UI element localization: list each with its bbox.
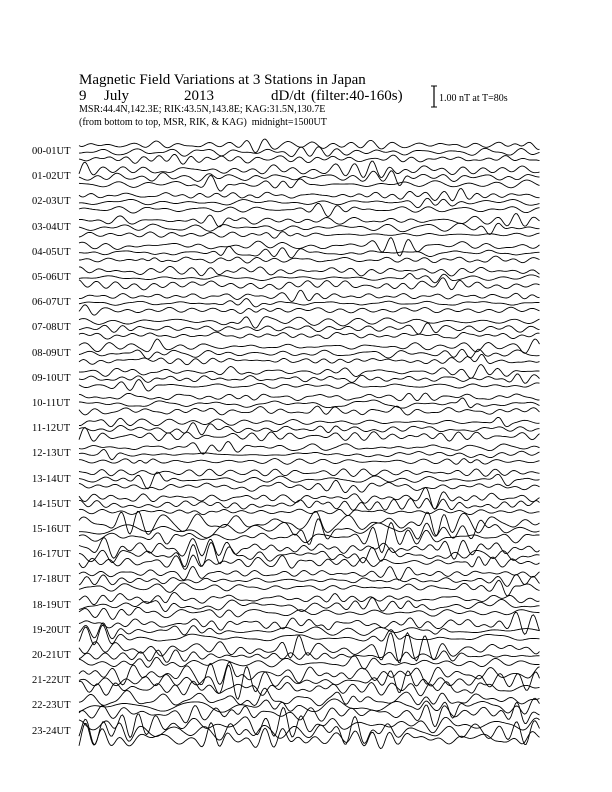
hour-label: 21-22UT xyxy=(32,675,71,687)
hour-label: 22-23UT xyxy=(32,700,71,712)
trace-kag-14-15UT xyxy=(79,487,540,509)
trace-msr-02-03UT xyxy=(79,203,540,216)
trace-kag-23-24UT xyxy=(79,707,540,737)
trace-msr-04-05UT xyxy=(79,256,540,263)
trace-rik-20-21UT xyxy=(79,650,540,662)
trace-kag-13-14UT xyxy=(79,469,540,477)
hour-label: 05-06UT xyxy=(32,272,71,283)
trace-rik-19-20UT xyxy=(79,623,540,639)
hour-label: 06-07UT xyxy=(32,297,71,309)
hour-label: 04-05UT xyxy=(32,246,71,258)
trace-msr-03-04UT xyxy=(79,232,540,239)
trace-rik-00-01UT xyxy=(79,147,540,157)
trace-msr-11-12UT xyxy=(79,427,540,441)
trace-kag-10-11UT xyxy=(79,393,540,401)
chart-title: Magnetic Field Variations at 3 Stations in Japan xyxy=(79,72,366,88)
hour-label: 00-01UT xyxy=(32,146,71,157)
hour-label: 23-24UT xyxy=(32,725,71,737)
trace-rik-23-24UT xyxy=(79,716,540,744)
trace-kag-19-20UT xyxy=(79,612,540,634)
hour-label: 07-08UT xyxy=(32,322,71,334)
order-note: (from bottom to top, MSR, RIK, & KAG) xyxy=(79,117,247,128)
trace-msr-17-18UT xyxy=(79,580,540,596)
trace-kag-11-12UT xyxy=(79,417,540,426)
trace-msr-18-19UT xyxy=(79,607,540,619)
trace-msr-08-09UT xyxy=(79,355,540,365)
trace-rik-21-22UT xyxy=(79,665,540,699)
trace-msr-06-07UT xyxy=(79,305,540,315)
trace-kag-08-09UT xyxy=(79,339,540,353)
trace-msr-15-16UT xyxy=(79,522,540,552)
trace-rik-10-11UT xyxy=(79,398,540,408)
trace-rik-08-09UT xyxy=(79,349,540,359)
date-day: 9 xyxy=(79,88,87,104)
trace-msr-13-14UT xyxy=(79,480,540,492)
hour-label: 02-03UT xyxy=(32,196,71,208)
trace-msr-12-13UT xyxy=(79,459,540,465)
scale-value: 1.00 xyxy=(439,93,457,104)
hour-label: 19-20UT xyxy=(32,624,71,636)
hour-label: 03-04UT xyxy=(32,221,71,233)
trace-rik-16-17UT xyxy=(79,542,540,566)
hour-label: 09-10UT xyxy=(32,372,71,384)
trace-kag-09-10UT xyxy=(79,365,540,379)
trace-kag-02-03UT xyxy=(79,189,540,201)
trace-rik-12-13UT xyxy=(79,450,540,460)
date-year: 2013 xyxy=(184,88,214,104)
hour-label: 18-19UT xyxy=(32,599,71,611)
hour-label: 15-16UT xyxy=(32,524,71,535)
trace-rik-17-18UT xyxy=(79,575,540,587)
midnight-note: midnight=1500UT xyxy=(251,117,327,128)
trace-kag-18-19UT xyxy=(79,593,540,605)
trace-msr-21-22UT xyxy=(79,681,540,696)
filter-label: (filter:40-160s) xyxy=(311,88,403,104)
station-coordinates: MSR:44.4N,142.3E; RIK:43.5N,143.8E; KAG:31.5N,130.7E xyxy=(79,104,326,115)
hour-label: 10-11UT xyxy=(32,398,71,409)
quantity-label: dD/dt xyxy=(271,88,306,104)
trace-msr-07-08UT xyxy=(79,332,540,339)
trace-kag-21-22UT xyxy=(79,662,540,685)
trace-kag-05-06UT xyxy=(79,266,540,276)
hour-label: 01-02UT xyxy=(32,171,71,183)
trace-msr-16-17UT xyxy=(79,555,540,569)
trace-rik-07-08UT xyxy=(79,323,540,334)
trace-kag-01-02UT xyxy=(79,161,540,177)
trace-msr-09-10UT xyxy=(79,380,540,392)
trace-rik-14-15UT xyxy=(79,498,540,510)
hour-label: 12-13UT xyxy=(32,448,71,460)
trace-kag-17-18UT xyxy=(79,566,540,580)
trace-rik-06-07UT xyxy=(79,299,540,307)
trace-kag-06-07UT xyxy=(79,290,540,301)
trace-msr-19-20UT xyxy=(79,625,540,645)
trace-kag-00-01UT xyxy=(79,139,540,153)
hour-label: 14-15UT xyxy=(32,498,71,510)
hour-label: 17-18UT xyxy=(32,574,71,586)
hour-label: 08-09UT xyxy=(32,347,71,359)
trace-rik-02-03UT xyxy=(79,198,540,207)
trace-rik-04-05UT xyxy=(79,246,540,257)
trace-msr-14-15UT xyxy=(79,509,540,515)
hour-label: 11-12UT xyxy=(32,423,71,435)
hour-label: 13-14UT xyxy=(32,473,71,485)
date-month: July xyxy=(104,88,130,104)
hour-label: 16-17UT xyxy=(32,549,71,561)
trace-kag-03-04UT xyxy=(79,214,540,227)
trace-kag-12-13UT xyxy=(79,442,540,455)
scale-unit: nT at T=80s xyxy=(459,93,508,104)
hour-label: 20-21UT xyxy=(32,650,71,661)
trace-kag-22-23UT xyxy=(79,688,540,706)
